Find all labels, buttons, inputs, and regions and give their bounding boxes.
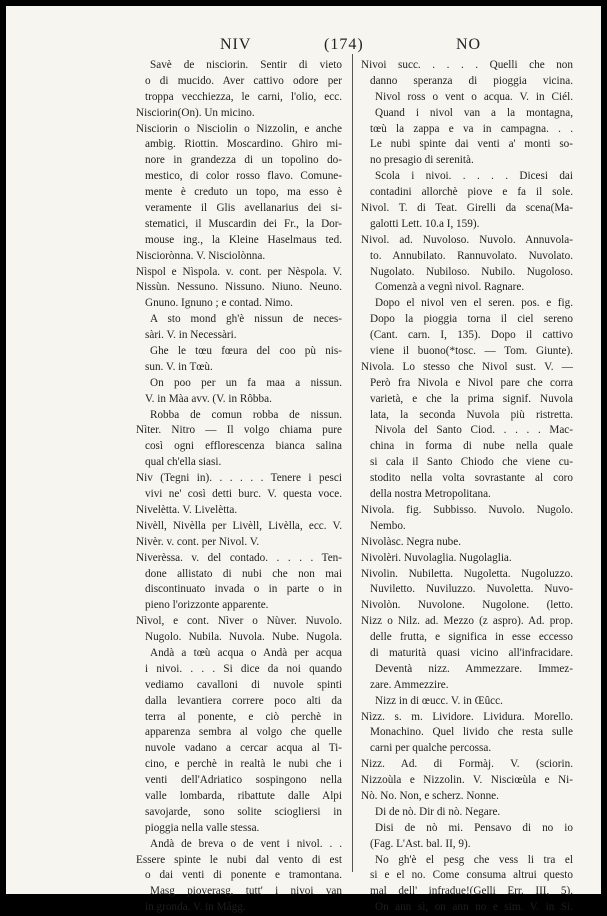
text-line: galotti Lett. 10.a I, 159).: [370, 217, 480, 230]
text-line: no presagio di serenità.: [370, 154, 474, 167]
text-line: si e el no. Come consuma altrui questo: [370, 869, 573, 882]
text-line: Nivoi succ. . . . . Quelli che non: [361, 59, 573, 71]
text-line: tœù la zappa e va in campagna. . .: [370, 122, 573, 135]
text-line: mestico, di color rosso flavo. Comune-: [145, 170, 342, 183]
text-line: Dopo el nivol ven el seren. pos. e fig.: [375, 297, 573, 310]
text-line: di maturità quasi vicino all'infracidare.: [370, 646, 573, 659]
text-line: Di de nò. Dir di nò. Negare.: [375, 805, 501, 818]
text-line: Nivolòn. Nuvolone. Nugolone. (letto.: [361, 599, 573, 612]
text-line: Andà de breva o de vent i nivol. . .: [150, 837, 342, 850]
text-line: Disi de nò mi. Pensavo di no io: [375, 821, 573, 834]
text-line: si cala il Santo Chiodo che viene cu-: [370, 456, 573, 469]
text-line: Nivelètta. V. Livelètta.: [136, 503, 238, 516]
text-line: Nissùn. Nessuno. Nissuno. Niuno. Neuno.: [136, 281, 342, 294]
column-divider: [352, 54, 353, 872]
book-page: [6, 6, 601, 914]
text-line: nore in grandezza di un topolino do-: [145, 154, 342, 167]
text-line: Nìzz. s. m. Lividore. Lividura. Morello.: [361, 710, 573, 723]
header-right-guide-word: NO: [456, 36, 482, 53]
text-line: ambig. Riottin. Moscardino. Ghiro mi-: [145, 138, 342, 151]
text-line: Savè de nisciorin. Sentir di vieto: [150, 59, 342, 71]
text-line: così ogni efflorescenza bianca salina: [145, 440, 342, 453]
text-line: No gh'è el pesg che vess li tra el: [375, 853, 573, 866]
text-line: varietà, e che la prima signif. Nuvola: [370, 392, 573, 405]
text-line: Nivol. ad. Nuvoloso. Nuvolo. Annuvola-: [361, 233, 573, 246]
text-line: On poo per un fa maa a nissun.: [150, 376, 342, 389]
text-line: Nìter. Nitro — Il volgo chiama pure: [136, 424, 342, 437]
text-line: Le nubi spinte dai venti a' monti so-: [370, 138, 573, 151]
text-line: Dopo la pioggia torna il ciel sereno: [370, 313, 573, 326]
text-line: sàri. V. in Necessàri.: [145, 329, 237, 342]
text-line: Essere spinte le nubi dal vento di est: [136, 853, 342, 866]
text-line: terra al ponente, e ciò perchè in: [145, 710, 342, 723]
header-left-guide-word: NIV: [220, 36, 252, 53]
text-line: in gronda. V. in Mâgg.: [145, 901, 246, 914]
left-column: [136, 58, 342, 916]
text-line: V. in Màa avv. (V. in Rôbba.: [145, 392, 272, 405]
text-line: Nisciorin o Nisciolin o Nizzolin, e anche: [136, 122, 342, 135]
text-line: troppa vecchiezza, le carni, l'olio, ecc.: [145, 90, 342, 103]
text-line: Nivolàsc. Negra nube.: [361, 535, 462, 548]
text-line: stodito nella volta sovrastante al coro: [370, 472, 573, 485]
page-number: (174): [324, 36, 364, 53]
text-line: Nò. No. Non, e scherz. Nonne.: [361, 789, 499, 802]
text-line: Andà a tœù acqua o Andà per acqua: [150, 646, 342, 659]
text-line: savojarde, sono solite sciogliersi in: [145, 805, 342, 818]
text-line: venti dell'Adriatico sospingono nella: [145, 774, 342, 787]
text-line: Niverèssa. v. del contado. . . . . Ten-: [136, 551, 342, 564]
text-line: Nivolèri. Nuvolaglia. Nugolaglia.: [361, 551, 512, 564]
text-line: Nugolo. Nubila. Nuvola. Nube. Nugola.: [145, 631, 342, 644]
text-line: valle lombarda, ribattute dalle Alpi: [145, 789, 342, 802]
text-line: apparenza sembra al volgo che quelle: [145, 726, 342, 739]
text-line: Nìspol e Nìspola. v. cont. per Nèspola. V.: [136, 265, 342, 278]
text-line: i nivoi. . . . Si dice da noi quando: [145, 662, 342, 675]
text-line: lata, la seconda Nuvola più ristretta.: [370, 408, 573, 421]
text-line: Nisciorin(On). Un micino.: [136, 106, 255, 119]
text-line: Ghe le tœu fœura del coo pù nis-: [150, 345, 342, 358]
text-line: Nuviletto. Nuviluzzo. Nuvoletta. Nuvo-: [370, 583, 573, 596]
text-line: Nugolato. Nubiloso. Nubilo. Nugoloso.: [370, 265, 573, 278]
text-line: nuvole vadano a cercar acqua al Ti-: [145, 742, 342, 755]
text-line: china in forma di nube nella quale: [370, 440, 573, 453]
text-line: contadini allorchè piove e fa il sole.: [370, 186, 573, 199]
text-line: o dai venti di ponente e tramontana.: [145, 869, 342, 882]
text-line: Nizz. Ad. di Formàj. V. (sciorin.: [361, 758, 573, 771]
text-line: veramente il Glis avellanarius dei si-: [145, 202, 342, 215]
text-line: Nembo.: [370, 519, 406, 532]
text-line: stematici, il Muscardin dei Fr., la Dor-: [145, 217, 342, 230]
text-line: discontinuato invada o in parte o in: [145, 583, 342, 596]
text-line: mal dell' infradue!(Gelli Err. III, 5).: [370, 885, 573, 898]
text-line: Gnuno. Ignuno ; e contad. Nimo.: [145, 297, 293, 310]
text-line: vediamo cavalloni di nuvole spinti: [145, 678, 342, 691]
text-line: Niv (Tegni in). . . . . . Tenere i pesci: [136, 472, 342, 485]
text-line: Nivèr. v. cont. per Nivol. V.: [136, 535, 260, 548]
text-line: Nivolin. Nubiletta. Nugoletta. Nugoluzzo.: [361, 567, 573, 580]
text-line: Comenzà a vegnì nivol. Ragnare.: [375, 281, 525, 294]
text-line: done allistato di nubi che non mai: [145, 567, 342, 580]
text-line: Nizz o Nilz. ad. Mezzo (z aspro). Ad. prop.: [361, 615, 573, 628]
text-line: della nostra Metropolitana.: [370, 488, 491, 501]
text-line: delle frutta, e significa in esse eccesso: [370, 631, 573, 644]
text-line: viene il buono(*tosc. — Tom. Giunte).: [370, 345, 573, 358]
text-line: Nisciorònna. V. Nisciolònna.: [136, 249, 266, 262]
text-line: sun. V. in Tœù.: [145, 360, 213, 373]
text-line: Robba de comun robba de nissun.: [150, 408, 342, 421]
right-column: [361, 58, 573, 916]
text-line: Nivola. Lo stesso che Nivol sust. V. —: [361, 360, 573, 373]
text-line: Masg pioverasg, tutt' i nivoi van: [150, 885, 342, 898]
text-line: (Fag. L'Ast. bal. II, 9).: [370, 837, 471, 850]
text-line: vivi ne' così detti burc. V. questa voce.: [145, 488, 342, 501]
text-line: Nìvol, e cont. Nìver o Nùver. Nuvolo.: [136, 615, 342, 628]
text-line: Nivola. fig. Subbisso. Nuvolo. Nugolo.: [361, 503, 573, 516]
text-line: Nivol. T. di Teat. Girelli da scena(Ma-: [361, 202, 573, 215]
text-line: mouse ing., la Kleine Haselmaus ted.: [145, 233, 342, 246]
text-line: Nivèll, Nivèlla per Livèll, Livèlla, ecc. V.: [136, 519, 342, 532]
text-line: zare. Ammezzire.: [370, 678, 449, 691]
text-line: carni per qualche percossa.: [370, 742, 492, 755]
running-header: [6, 36, 601, 56]
text-line: Monachino. Quel livido che resta sulle: [370, 726, 573, 739]
text-line: Nivola del Santo Ciod. . . . . Mac-: [375, 424, 573, 437]
text-line: Nizzoùla e Nizzolin. V. Nisciœùla e Ni-: [361, 774, 573, 787]
text-line: dalla levantiera correre poco alti da: [145, 694, 342, 707]
text-line: Nivol ross o vent o acqua. V. in Ciél.: [375, 90, 573, 103]
text-line: On ann sì, on ann no e sim. V. in Sì.: [375, 901, 573, 914]
text-line: danno speranza di pioggia vicina.: [370, 74, 573, 87]
text-line: pioggia nella valle stessa.: [145, 821, 260, 834]
text-line: Però fra Nivola e Nivol pare che corra: [370, 376, 573, 389]
text-line: Quand i nivol van a la montagna,: [375, 106, 573, 119]
text-line: cino, e perchè in realtà le nubi che i: [145, 758, 342, 771]
text-line: Nizz in di œucc. V. in Œûcc.: [375, 694, 503, 707]
text-line: pieno l'orizzonte apparente.: [145, 599, 269, 612]
text-line: mente è creduto un topo, ma esso è: [145, 186, 342, 199]
text-line: Deventà nizz. Ammezzare. Immez-: [375, 662, 573, 675]
text-line: to. Annubilato. Rannuvolato. Nuvolato.: [370, 249, 573, 262]
text-line: o di mucido. Aver cattivo odore per: [145, 74, 342, 87]
text-line: qual ch'ella siasi.: [145, 456, 222, 469]
text-line: A sto mond gh'è nissun de neces-: [150, 313, 342, 326]
text-line: (Cant. carn. I, 135). Dopo il cattivo: [370, 329, 573, 342]
text-line: Scola i nivoi. . . . . Dicesi dai: [375, 170, 573, 183]
